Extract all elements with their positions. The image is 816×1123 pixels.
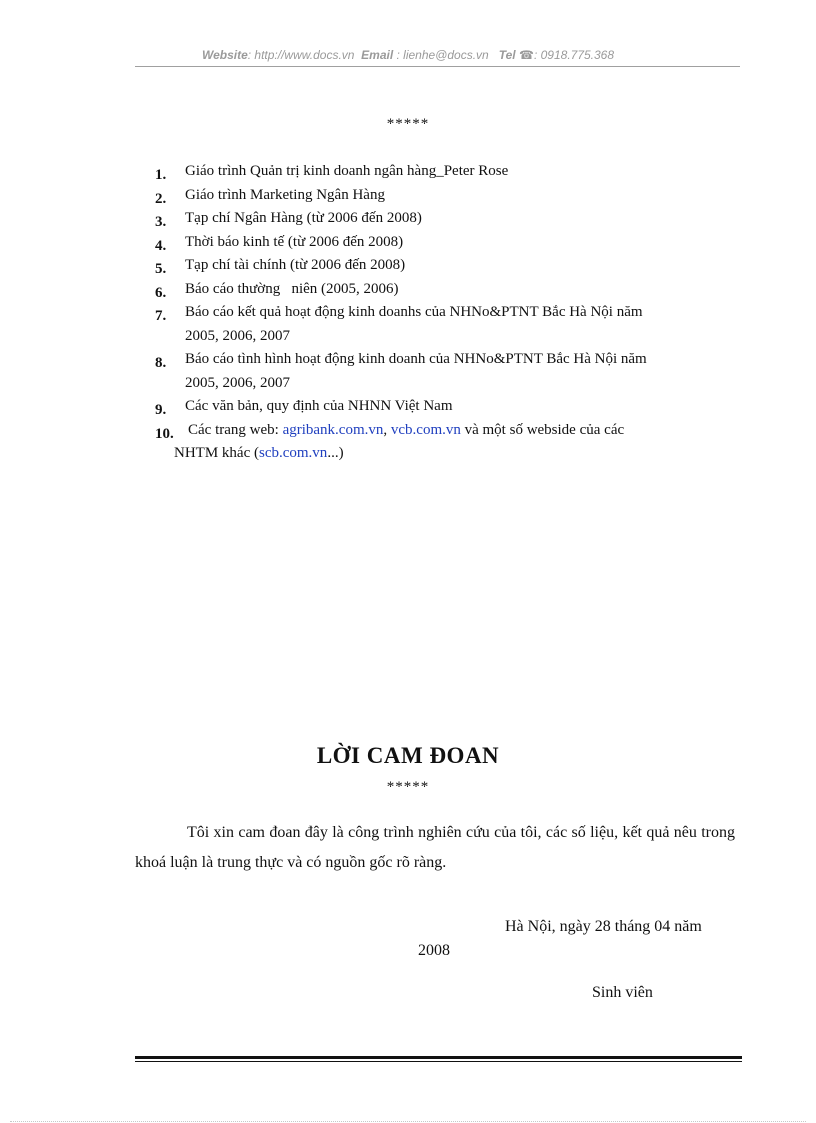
scb-link[interactable]: scb.com.vn [258,445,328,461]
list-item-number: 5. [155,261,167,277]
declaration-title: LỜI CAM ĐOAN [316,743,500,768]
list-item-number: 6. [155,284,167,301]
date-year: 2008 [418,942,450,959]
reference-list [155,160,745,466]
list-item-number: 3. [155,214,167,230]
list-item [155,231,745,255]
list-item [155,254,745,278]
list-item-text: Các trang web: [188,421,283,438]
tel-value: : 0918.775.368 [533,48,615,62]
list-item [155,301,745,348]
list-item-number: 2. [155,190,167,207]
list-item [155,160,745,184]
page-edge-dots [10,1121,806,1122]
declaration-body: Tôi xin cam đoan đây là công trình nghiên cứu của tôi, các số liệu, kết quả nêu trong khoá luận là trung thực và có nguồn gốc rõ ràng. [135,824,735,871]
list-item [155,184,745,208]
agribank-link[interactable]: agribank.com.vn [282,421,384,438]
website-label: Website [201,48,248,62]
list-item-text: Tạp chí tài chính (từ 2006 đến 2008) [185,257,406,273]
section-stars: ***** [386,116,430,132]
list-item-text-suffix: và một số webside của các [460,421,625,438]
footer-divider-thin [135,1061,742,1062]
list-item-number: 7. [155,308,167,324]
email-label: Email [361,48,394,62]
list-item-number: 8. [155,355,167,371]
list-item-text-continued: 2005, 2006, 2007 [185,327,290,344]
list-item-text: Báo cáo kết quả hoạt động kinh doanhs của NHNo&PTNT Bắc Hà Nội năm [185,304,643,320]
header-divider [135,66,740,67]
tel-label: Tel [498,48,516,62]
list-item [155,348,745,395]
list-item-text: Báo cáo tình hình hoạt động kinh doanh của NHNo&PTNT Bắc Hà Nội năm [185,351,647,367]
list-item-number: 4. [155,237,167,254]
declaration-stars: ***** [386,779,430,795]
date-line: Hà Nội, ngày 28 tháng 04 năm [505,918,702,935]
list-item-text: Báo cáo thường niên (2005, 2006) [185,280,399,297]
list-item [155,395,745,419]
list-item-number: 1. [155,167,167,183]
link-separator: , [383,421,391,438]
website-value: : http://www.docs.vn [247,48,355,62]
list-item-number: 10. [155,425,174,442]
list-item-text: Các văn bản, quy định của NHNN Việt Nam [185,398,453,414]
list-item-text-end: ...) [327,445,344,461]
list-item-text: Giáo trình Quản trị kinh doanh ngân hàng_Peter Rose [185,163,509,179]
list-item-text-continued: 2005, 2006, 2007 [185,374,290,391]
email-value: : lienhe@docs.vn [393,48,489,62]
list-item [155,419,745,466]
list-item-number: 9. [155,402,167,418]
phone-icon: ☎ [519,48,534,62]
list-item [155,278,745,302]
signer-label: Sinh viên [592,984,653,1001]
list-item-text: Thời báo kinh tế (từ 2006 đến 2008) [185,233,404,250]
list-item-text: Giáo trình Marketing Ngân Hàng [185,186,385,203]
list-item [155,207,745,231]
footer-divider-thick [135,1056,742,1059]
list-item-text-continued: NHTM khác ( [174,445,259,461]
page-header [0,48,816,62]
vcb-link[interactable]: vcb.com.vn [390,421,461,438]
list-item-text: Tạp chí Ngân Hàng (từ 2006 đến 2008) [185,210,422,226]
